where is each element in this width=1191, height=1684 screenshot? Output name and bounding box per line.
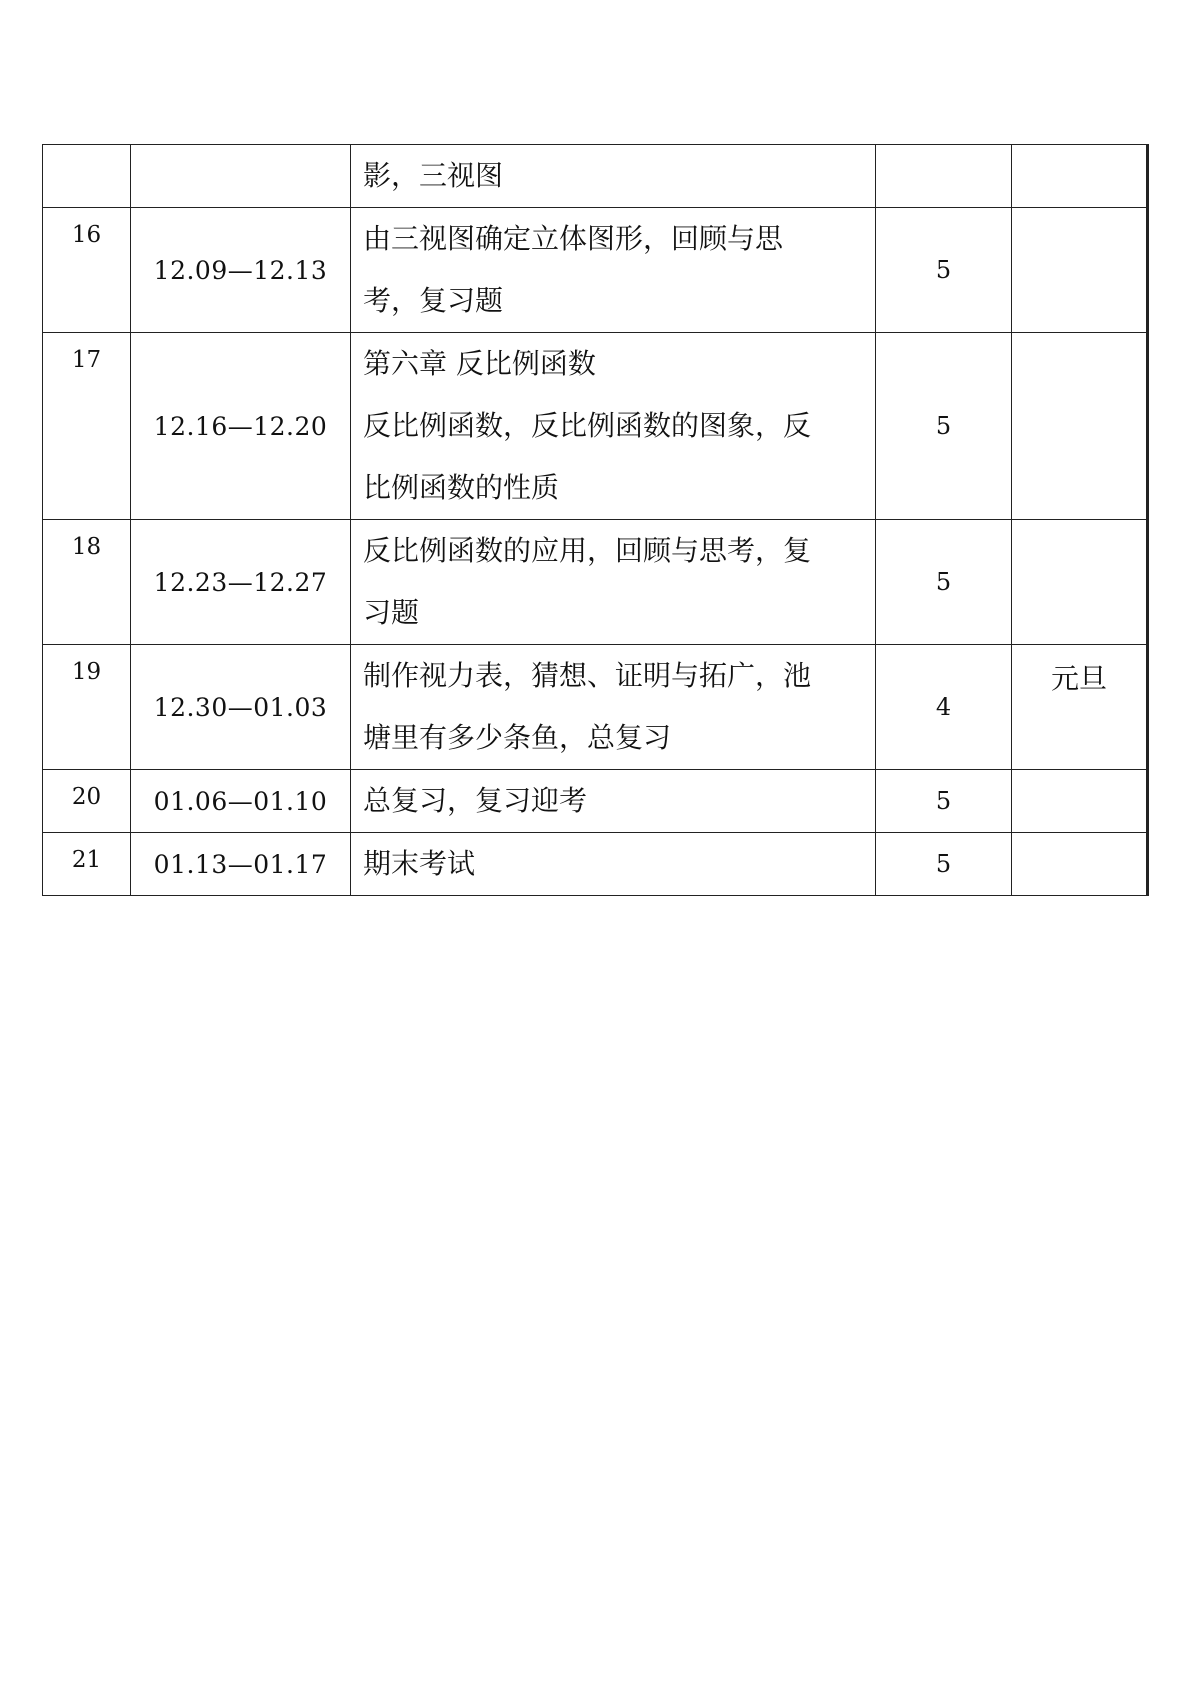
table-row [43,645,1148,770]
week-number: 20 [43,770,131,833]
class-hours: 5 [876,520,1012,645]
table-row [43,833,1148,896]
lesson-content-line: 期末考试 [363,847,476,880]
lesson-content-line: 塘里有多少条鱼，总复习 [363,721,672,754]
remark [1012,145,1148,208]
lesson-content [351,645,876,770]
week-number [43,145,131,208]
lesson-content [351,833,876,896]
table-row [43,333,1148,520]
table-row [43,770,1148,833]
remark [1012,520,1148,645]
lesson-content-line: 总复习，复习迎考 [363,784,588,817]
date-range [131,145,351,208]
class-hours: 4 [876,645,1012,770]
date-range: 12.09—12.13 [131,208,351,333]
week-number: 16 [43,208,131,333]
class-hours: 5 [876,833,1012,896]
lesson-content-line: 由三视图确定立体图形，回顾与思 [363,222,784,255]
lesson-content-line: 制作视力表，猜想、证明与拓广，池 [363,659,812,692]
lesson-content-line: 反比例函数的应用，回顾与思考，复 [363,534,812,567]
class-hours: 5 [876,770,1012,833]
lesson-content [351,770,876,833]
teaching-schedule-table [42,144,1149,896]
table-row [43,208,1148,333]
date-range: 12.23—12.27 [131,520,351,645]
lesson-content [351,520,876,645]
lesson-content-line: 影，三视图 [363,159,504,192]
class-hours: 5 [876,333,1012,520]
date-range: 12.16—12.20 [131,333,351,520]
lesson-content-line: 习题 [363,596,420,629]
class-hours: 5 [876,208,1012,333]
week-number: 19 [43,645,131,770]
remark [1012,770,1148,833]
schedule-body [43,145,1148,896]
table-row [43,520,1148,645]
table-row [43,145,1148,208]
remark [1012,333,1148,520]
lesson-content [351,333,876,520]
week-number: 21 [43,833,131,896]
week-number: 18 [43,520,131,645]
remark: 元旦 [1012,645,1148,770]
class-hours [876,145,1012,208]
date-range: 12.30—01.03 [131,645,351,770]
lesson-content [351,208,876,333]
remark [1012,208,1148,333]
lesson-content-line: 第六章 反比例函数 [363,347,596,380]
lesson-content [351,145,876,208]
date-range: 01.13—01.17 [131,833,351,896]
date-range: 01.06—01.10 [131,770,351,833]
remark [1012,833,1148,896]
lesson-content-line: 比例函数的性质 [363,471,560,504]
week-number: 17 [43,333,131,520]
lesson-content-line: 反比例函数，反比例函数的图象，反 [363,409,812,442]
lesson-content-line: 考，复习题 [363,284,504,317]
